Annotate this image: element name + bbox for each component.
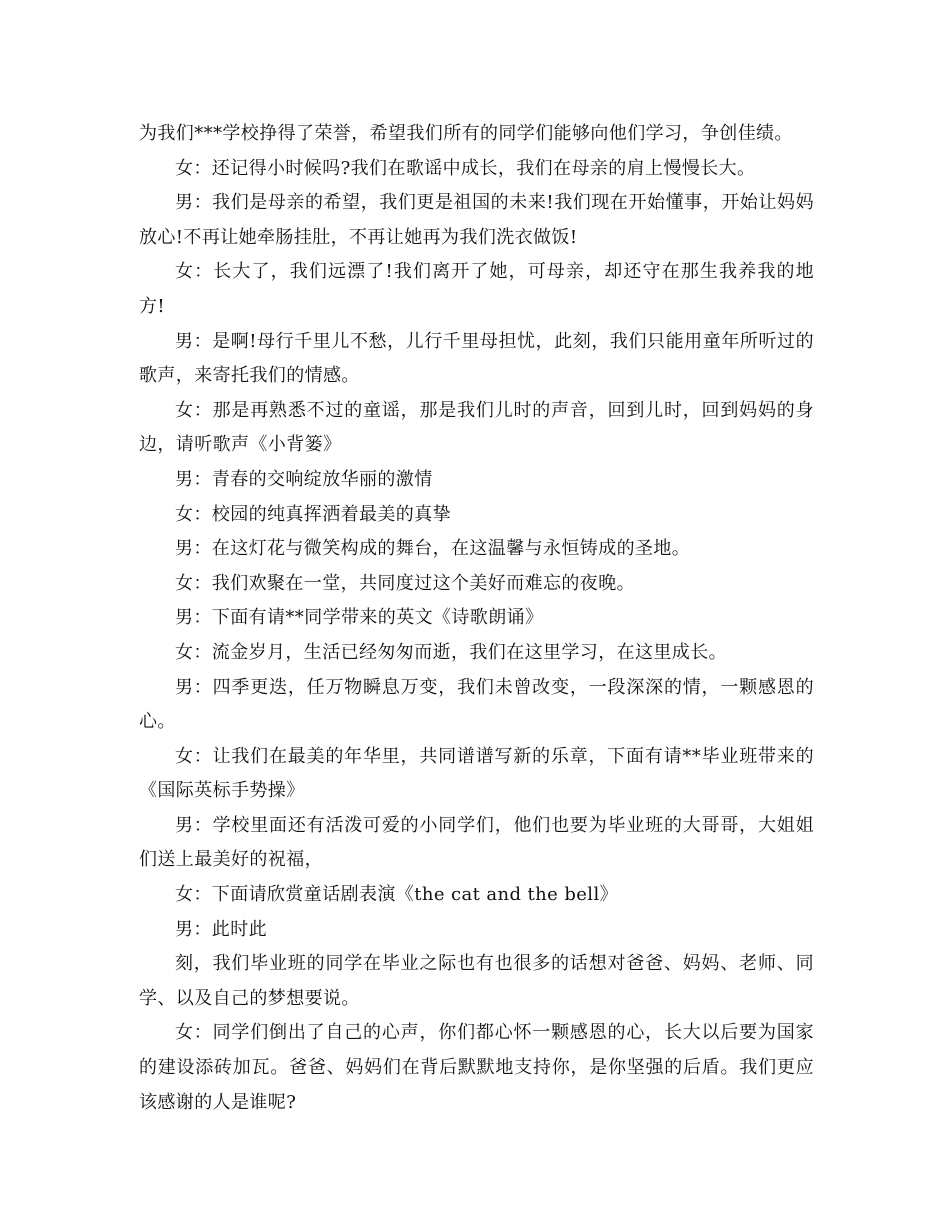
paragraph: 女：流金岁月，生活已经匆匆而逝，我们在这里学习，在这里成长。 [175, 641, 727, 663]
paragraph: 为我们***学校挣得了荣誉，希望我们所有的同学们能够向他们学习，争创佳绩。 [139, 123, 793, 144]
paragraph: 男：学校里面还有活泼可爱的小同学们，他们也要为毕业班的大哥哥，大姐姐们送上最美好的祝福， [139, 814, 814, 871]
paragraph: 女：长大了，我们远漂了!我们离开了她，可母亲，却还守在那生我养我的地方! [139, 261, 814, 317]
paragraph: 女：我们欢聚在一堂，共同度过这个美好而难忘的夜晚。 [175, 572, 635, 594]
document-body [139, 117, 814, 1120]
paragraph: 女：还记得小时候吗?我们在歌谣中成长，我们在母亲的肩上慢慢长大。 [175, 157, 756, 179]
paragraph: 女：同学们倒出了自己的心声，你们都心怀一颗感恩的心，长大以后要为国家的建设添砖加瓦。爸爸、妈妈们在背后默默地支持你，是你坚强的后盾。我们更应该感谢的人是谁呢? [139, 1022, 814, 1113]
paragraph: 男：在这灯花与微笑构成的舞台，在这温馨与永恒铸成的圣地。 [175, 538, 691, 560]
paragraph: 女：下面请欣赏童话剧表演《the cat and the bell》 [175, 884, 619, 906]
paragraph: 男：我们是母亲的希望，我们更是祖国的未来!我们现在开始懂事，开始让妈妈放心!不再让她牵肠挂肚，不再让她再为我们洗衣做饭! [139, 192, 814, 248]
paragraph: 男：四季更迭，任万物瞬息万变，我们未曾改变，一段深深的情，一颗感恩的心。 [139, 676, 814, 733]
paragraph: 女：校园的纯真挥洒着最美的真挚 [175, 503, 451, 525]
paragraph: 女：让我们在最美的年华里，共同谱谱写新的乐章，下面有请**毕业班带来的《国际英标手势操》 [139, 745, 814, 802]
paragraph: 男：下面有请**同学带来的英文《诗歌朗诵》 [175, 607, 544, 629]
paragraph: 男：青春的交响绽放华丽的激情 [175, 468, 433, 490]
paragraph: 刻，我们毕业班的同学在毕业之际也有也很多的话想对爸爸、妈妈、老师、同学、以及自己的梦想要说。 [139, 953, 814, 1009]
paragraph: 女：那是再熟悉不过的童谣，那是我们儿时的声音，回到儿时，回到妈妈的身边，请听歌声《小背篓》 [139, 399, 814, 456]
paragraph: 男：此时此 [175, 918, 267, 940]
paragraph: 男：是啊!母行千里儿不愁，儿行千里母担忧，此刻，我们只能用童年所听过的歌声，来寄托我们的情感。 [139, 330, 814, 387]
